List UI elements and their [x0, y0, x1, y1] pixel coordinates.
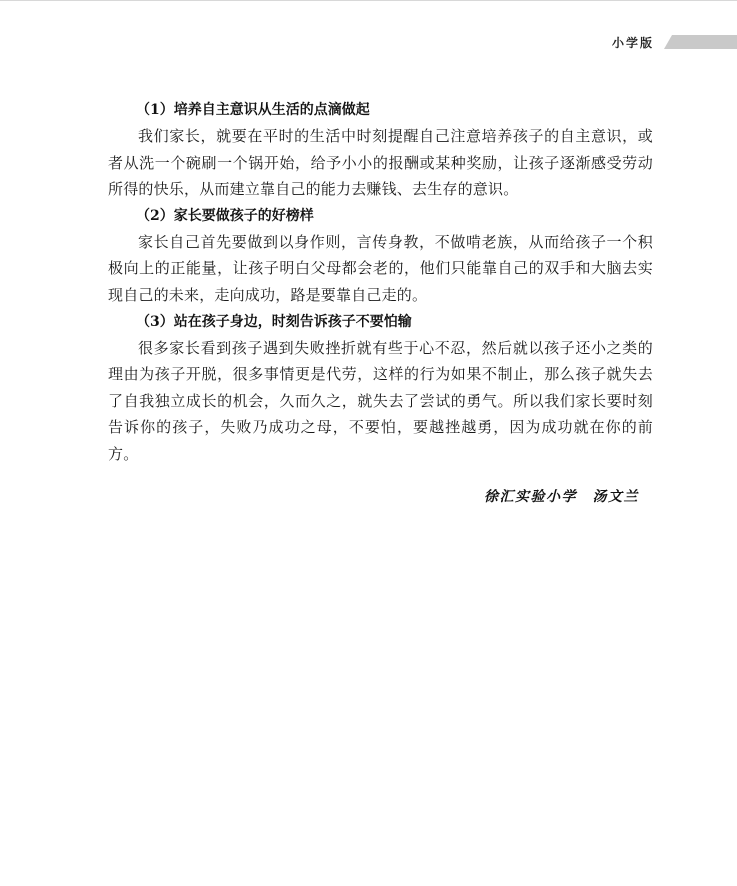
section-paragraph-3: 很多家长看到孩子遇到失败挫折就有些于心不忍，然后就以孩子还小之类的理由为孩子开脱，很多事情更是代劳，这样的行为如果不制止，那么孩子就失去了自我独立成长的机会，久而久之，就失去了尝试的勇气。所以我们家长要时刻告诉你的孩子，失败乃成功之母，不要怕，要越挫越勇，因为成功就在你的前方。	[108, 338, 653, 463]
edition-label: 小学版	[612, 36, 655, 50]
section-heading-3: （3）站在孩子身边，时刻告诉孩子不要怕输	[136, 313, 412, 330]
article-body	[108, 97, 653, 468]
section-heading-1: （1）培养自主意识从生活的点滴做起	[136, 102, 370, 118]
page-top-rule	[0, 0, 737, 1]
section-heading-2: （2）家长要做孩子的好榜样	[136, 207, 314, 224]
edition-band	[664, 35, 737, 49]
section-paragraph-2: 家长自己首先要做到以身作则，言传身教，不做啃老族，从而给孩子一个积极向上的正能量，让孩子明白父母都会老的，他们只能靠自己的双手和大脑去实现自己的未来，走向成功，路是要靠自己走的。	[108, 232, 653, 304]
author-signature: 徐汇实验小学 汤文兰	[484, 489, 639, 505]
section-paragraph-1: 我们家长，就要在平时的生活中时刻提醒自己注意培养孩子的自主意识，或者从洗一个碗刷一个锅开始，给予小小的报酬或某种奖励，让孩子逐渐感受劳动所得的快乐，从而建立靠自己的能力去赚钱、去生存的意识。	[108, 127, 653, 199]
